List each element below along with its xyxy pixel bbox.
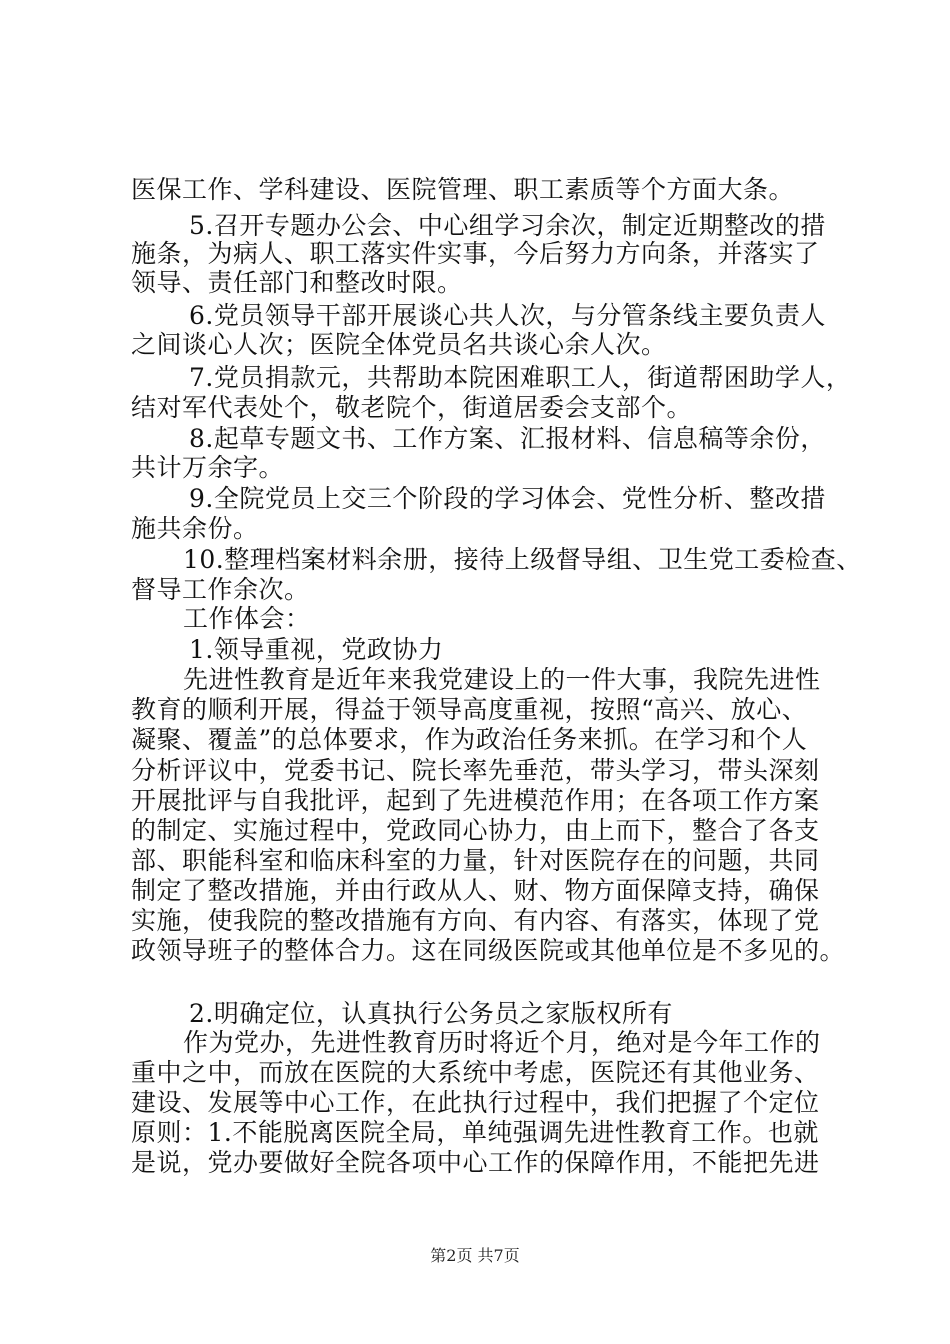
text-line: 作为党办，先进性教育历时将近个月，绝对是今年工作的 [183, 1028, 821, 1057]
text-line: 9.全院党员上交三个阶段的学习体会、党性分析、整改措 [189, 484, 826, 513]
text-line: 7.党员捐款元，共帮助本院困难职工人，街道帮困助学人， [189, 363, 852, 392]
text-line: 建设、发展等中心工作，在此执行过程中，我们把握了个定位 [131, 1088, 820, 1117]
text-line: 医保工作、学科建设、医院管理、职工素质等个方面大条。 [131, 175, 795, 204]
text-line: 6.党员领导干部开展谈心共人次，与分管条线主要负责人 [189, 301, 826, 330]
text-line: 的制定、实施过程中，党政同心协力，由上而下，整合了各支 [131, 816, 820, 845]
section-heading: 工作体会： [183, 604, 311, 633]
text-line: 督导工作余次。 [131, 575, 310, 604]
text-line: 教育的顺利开展，得益于领导高度重视，按照“高兴、放心、 [131, 695, 808, 724]
text-line: 政领导班子的整体合力。这在同级医院或其他单位是不多见的。 [131, 936, 846, 965]
text-line: 凝聚、覆盖”的总体要求，作为政治任务来抓。在学习和个人 [131, 725, 808, 754]
text-line: 分析评议中，党委书记、院长率先垂范，带头学习，带头深刻 [131, 756, 820, 785]
text-line: 领导、责任部门和整改时限。 [131, 268, 463, 297]
text-line: 先进性教育是近年来我党建设上的一件大事，我院先进性 [183, 665, 821, 694]
text-line: 之间谈心人次；医院全体党员名共谈心余人次。 [131, 330, 667, 359]
text-line: 是说，党办要做好全院各项中心工作的保障作用，不能把先进 [131, 1148, 820, 1177]
text-line: 8.起草专题文书、工作方案、汇报材料、信息稿等余份， [189, 424, 826, 453]
text-line: 制定了整改措施，并由行政从人、财、物方面保障支持，确保 [131, 876, 820, 905]
text-line: 共计万余字。 [131, 453, 285, 482]
text-line: 施条，为病人、职工落实件实事，今后努力方向条，并落实了 [131, 239, 820, 268]
subsection-heading: 2.明确定位，认真执行公务员之家版权所有 [189, 999, 673, 1028]
text-line: 部、职能科室和临床科室的力量，针对医院存在的问题，共同 [131, 846, 820, 875]
text-line: 重中之中，而放在医院的大系统中考虑，医院还有其他业务、 [131, 1058, 820, 1087]
page-number: 第2页 共7页 [430, 1246, 520, 1265]
text-line: 实施，使我院的整改措施有方向、有内容、有落实，体现了党 [131, 906, 820, 935]
subsection-heading: 1.领导重视，党政协力 [189, 635, 444, 664]
text-line: 5.召开专题办公会、中心组学习余次，制定近期整改的措 [189, 211, 826, 240]
text-line: 开展批评与自我批评，起到了先进模范作用；在各项工作方案 [131, 786, 820, 815]
text-line: 结对军代表处个，敬老院个，街道居委会支部个。 [131, 393, 693, 422]
text-line: 施共余份。 [131, 514, 259, 543]
text-line: 原则：1.不能脱离医院全局，单纯强调先进性教育工作。也就 [131, 1118, 819, 1147]
text-line: 10.整理档案材料余册，接待上级督导组、卫生党工委检查、 [183, 545, 862, 574]
